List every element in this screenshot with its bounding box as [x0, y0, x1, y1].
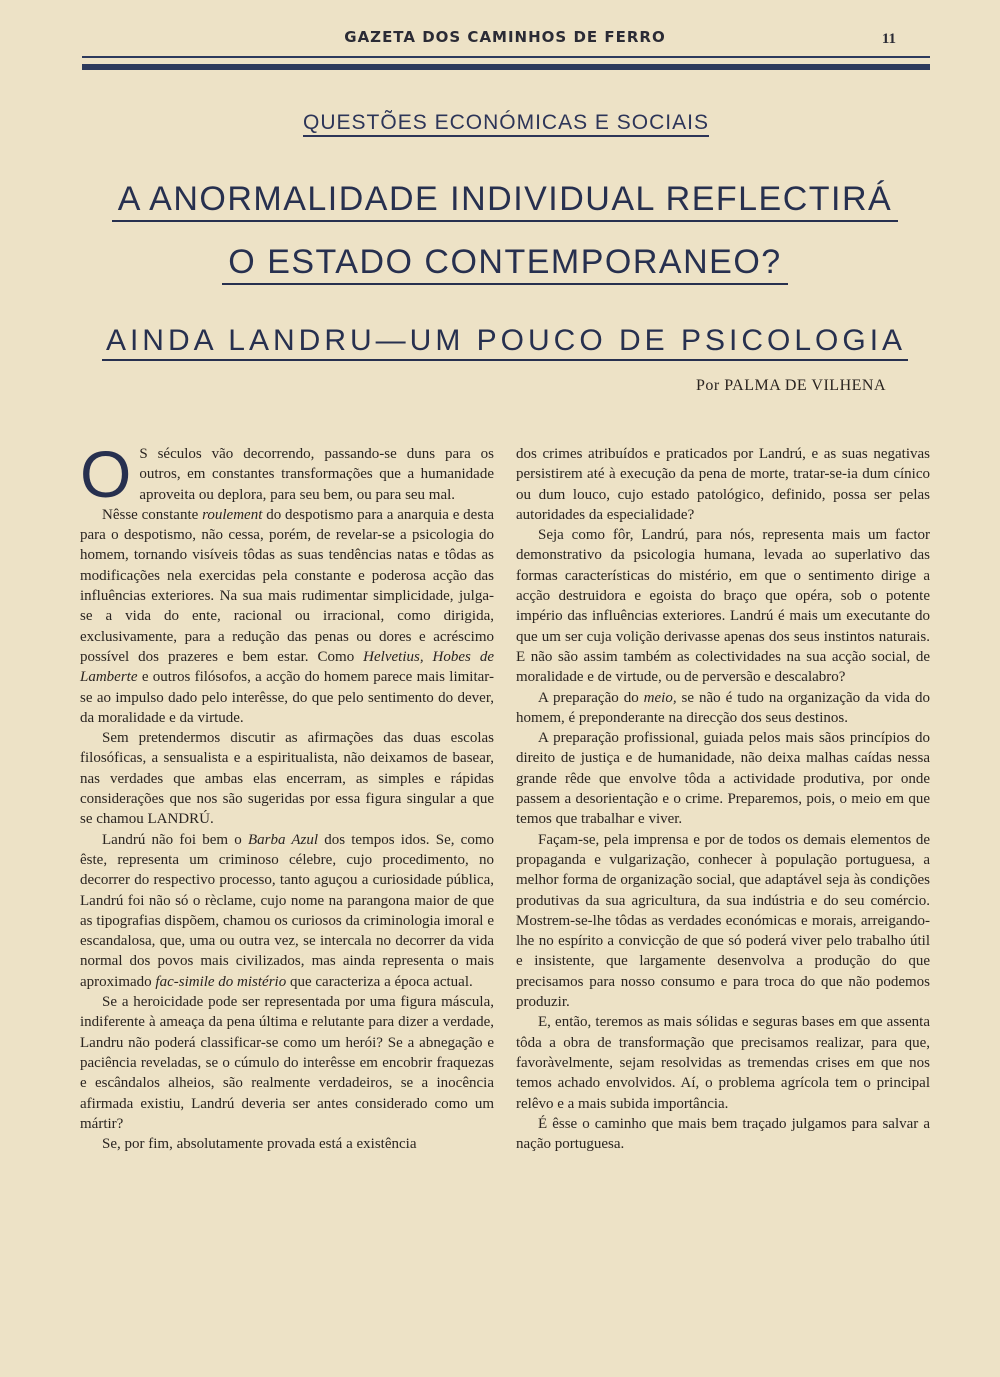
- section-title-text: QUESTÕES ECONÓMICAS E SOCIAIS: [303, 111, 709, 137]
- headline-line-1-text: A ANORMALIDADE INDIVIDUAL REFLECTIRÁ: [112, 180, 898, 222]
- paragraph: Sem pretendermos discutir as afirmações das duas escolas filosóficas, a sensualista e a espiritualista, não deixamos de basear, nas verdades que ambas elas encerram, as simples e rápidas considerações que nos são sugeridas por essa figura singular a que se chamou LANDRÚ.: [80, 730, 494, 828]
- paragraph: [80, 505, 494, 728]
- paragraph-text: S séculos vão decorrendo, passando-se duns para os outros, em constantes transformações que a humanidade aproveita ou deplora, para seu bem, ou para seu mal.: [139, 446, 494, 503]
- paragraph-text: dos tempos idos. Se, como êste, representa um criminoso célebre, cujo procedimento, no decorrer do respectivo processo, tanto aguçou a curiosidade pública, Landrú foi não só o rèclame, cujo nome na parangona maior de que as tipografias dispõem, chamou os curiosos da criminologia imoral e escandalosa, que, uma ou outra vez, se intercala no decorrer da vida normal dos povos mais civilizados, mas ainda representa o mais aproximado: [80, 831, 494, 990]
- paragraph: É êsse o caminho que mais bem traçado julgamos para salvar a nação portuguesa.: [516, 1115, 930, 1153]
- paragraph: Façam-se, pela imprensa e por de todos os demais elementos de propaganda e vulgarização, conhecer à população portuguesa, a melhor forma de organização social, que adaptável seja às condições produtivas da sua agricultura, da sua indústria e do seu comércio. Mostrem-se-lhe tôdas as verdades económicas e morais, arreigando-lhe no espírito a convicção de que só poderá viver pelo trabalho útil e insistente, que largamente desenvolva a produção do que precisamos para nosso consumo e para troca do que não podemos produzir.: [516, 831, 930, 1011]
- emphasis-text: Barba Azul: [247, 831, 319, 848]
- article-column-left: [80, 437, 495, 1154]
- emphasis-text: meio,: [643, 689, 677, 706]
- paragraph: E, então, teremos as mais sólidas e seguras bases em que assenta tôda a obra de transformação que precisamos realizar, para que, favoràvelmente, sejam resolvidas as tremendas crises em que nos temos achado envolvidos. Aí, o problema agrícola tem o principal relêvo e a mais subida importância.: [516, 1014, 930, 1112]
- paragraph: Se a heroicidade pode ser representada por uma figura máscula, indiferente à ameaça da pena última e relutante para dizer a verdade, Landru não poderá classificar-se como um herói? Se a abnegação e paciência reveladas, se o cúmulo do interêsse em encobrir fraquezas e escândalos alheios, são realmente verdadeiros, se a inocência afirmada existiu, Landrú deveria ser antes considerado como um mártir?: [80, 994, 494, 1132]
- paragraph-text: e outros filósofos, a acção do homem parece mais limitar-se ao impulso dado pelo interêsse, do que pelo sentimento do dever, da moralidade e da virtude.: [80, 669, 494, 726]
- paragraph: A preparação profissional, guiada pelos mais sãos princípios do direito de justiça e de humanidade, não deixa malhas caídas nessa grande rêde que envolve tôda a actividade produtiva, por onde passem a desorientação e o crime. Preparemos, pois, o meio em que temos que trabalhar e viver.: [516, 730, 930, 828]
- paragraph: Se, por fim, absolutamente provada está a existência: [102, 1136, 417, 1153]
- paragraph-text: do despotismo para a anarquia e desta para o despotismo, não cessa, porém, de revelar-se a psicologia do homem, tornando visíveis tôdas as suas tendências natas e tôdas as modificações nela exercidas pela constante e poderosa acção das influências exteriores. Na sua mais rudimentar simplicidade, julga-se a vida do ente, racional ou irracional, como dirigida, exclusivamente, para a redução das penas ou dores e acréscimo possível dos prazeres e bem estar. Como: [80, 506, 495, 665]
- subheadline-text: AINDA LANDRU—UM POUCO DE PSICOLOGIA: [102, 324, 908, 361]
- headline-line-2: [0, 243, 1000, 282]
- paragraph: [80, 437, 494, 511]
- header-rule-thick: [82, 64, 930, 70]
- subheadline: [0, 324, 1000, 358]
- paragraph-text: se não é tudo na organização da vida do homem, é preponderante na direcção dos seus destinos.: [516, 689, 930, 726]
- emphasis-text: fac-simile do mistério: [155, 973, 287, 990]
- paragraph-text: Nêsse constante: [102, 506, 203, 523]
- paragraph: dos crimes atribuídos e praticados por Landrú, e as suas negativas persistirem até à execução da pena de morte, tratar-se-ia dum cínico ou dum louco, cujo estado patológico, definido, possa ser pelas autoridades da especialidade?: [516, 446, 930, 523]
- drop-cap: O: [80, 437, 132, 511]
- header-rule-thin: [82, 56, 930, 58]
- emphasis-text: roulement: [202, 506, 263, 523]
- paragraph: [80, 830, 494, 992]
- paragraph: Seja como fôr, Landrú, para nós, representa mais um factor demonstrativo da psicologia humana, levada ao superlativo das formas características do mistério, em que o sentimento dirige a acção destruidora e egoista do braço que opéra, sob o potente império das influências exteriores. Landrú é mais um executante do que um ser cuja volição derivasse apenas dos seus instintos naturais. E não são assim também as colectividades na sua acção social, de moralidade e de virtude, ou de perversão e descalabro?: [516, 527, 930, 686]
- headline-line-1: [0, 180, 1000, 219]
- paragraph-text: que caracteriza a época actual.: [286, 973, 473, 990]
- paragraph-text: Landrú não foi bem o: [102, 831, 248, 848]
- headline-line-2-text: O ESTADO CONTEMPORANEO?: [222, 243, 787, 285]
- paragraph-text: A preparação do: [538, 689, 644, 706]
- article-column-right: [516, 444, 930, 1154]
- emphasis-text: Helvetius, Hobes de Lamberte: [80, 648, 494, 686]
- running-head-title: GAZETA DOS CAMINHOS DE FERRO: [344, 28, 666, 46]
- byline: Por PALMA DE VILHENA: [695, 377, 886, 394]
- page-number: 11: [881, 31, 896, 47]
- section-title: [0, 111, 1000, 135]
- paragraph: [516, 688, 930, 729]
